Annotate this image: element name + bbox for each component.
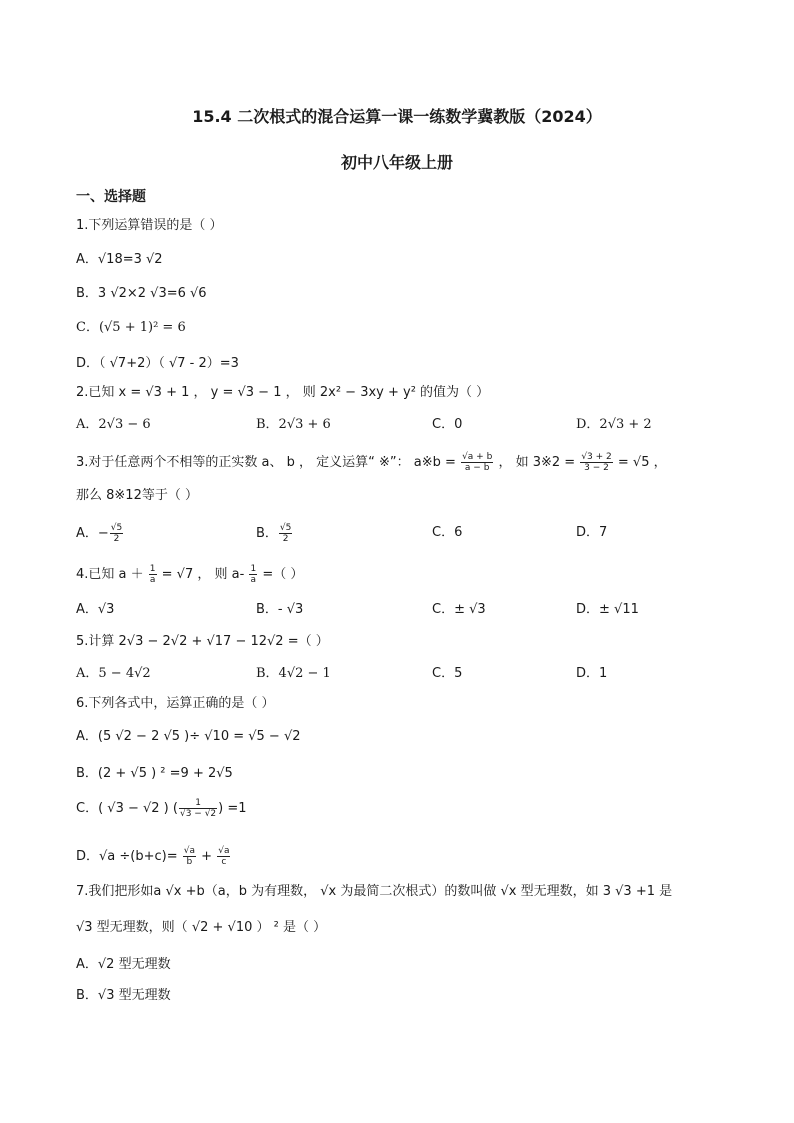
question-5-option-b: B．4√2 − 1 [256,666,331,681]
question-1-option-a: A．√18=3 √2 [76,252,163,267]
question-5-stem: 5.计算 2√3 − 2√2 + √17 − 12√2 =（ ） [76,634,329,649]
option-c-part-1: C．( √3 − √2 ) ( [76,801,178,816]
question-1-option-d: D．（ √7+2）（ √7 - 2）=3 [76,356,239,371]
question-3-stem [76,452,667,473]
question-4-option-c: C．± √3 [432,602,486,617]
document-title: 15.4 二次根式的混合运算一课一练数学冀教版（2024） [192,107,602,126]
question-3-definition-fraction [461,452,493,473]
fraction-denominator: √3 − √2 [179,809,217,819]
section-heading: 一、选择题 [76,189,146,205]
question-2-stem: 2.已知 x = √3 + 1 ， y = √3 − 1 ， 则 2x² − 3xy + y² 的值为（ ） [76,385,490,400]
fraction-denominator: b [186,857,193,867]
fraction-denominator: 3 − 2 [584,463,609,473]
fraction-numerator: 1 [149,564,156,574]
fraction-denominator: c [221,857,227,867]
question-3-stem-line-2: 那么 8※12等于（ ） [76,488,198,503]
question-5-option-d: D．1 [576,666,608,681]
option-fraction [110,523,123,544]
question-6-option-d [76,846,231,867]
question-7-option-b: B．√3 型无理数 [76,988,171,1003]
question-7-option-a: A．√2 型无理数 [76,957,171,972]
fraction-numerator: √a [218,846,230,856]
question-4-fraction-2 [249,564,257,585]
question-3-option-a [76,523,124,544]
question-2-option-c: C．0 [432,417,463,432]
question-2-option-d: D．2√3 + 2 [576,417,652,432]
question-6-option-b: B．(2 + √5 ) ² =9 + 2√5 [76,766,233,781]
question-4-fraction-1 [149,564,157,585]
question-3-option-c: C．6 [432,525,463,540]
option-d-fraction-2 [217,846,230,867]
option-label: A．− [76,526,109,541]
fraction-numerator: √3 + 2 [581,452,612,462]
question-2-option-a: A．2√3 − 6 [76,417,151,432]
fraction-denominator: a [250,575,257,585]
question-1-option-b: B．3 √2×2 √3=6 √6 [76,286,207,301]
fraction-numerator: √a [183,846,196,856]
document-subtitle: 初中八年级上册 [340,153,453,172]
question-5-option-a: A．5 − 4√2 [76,666,151,681]
question-3-example-fraction [580,452,612,473]
question-3-stem-part-2: ， 如 3※2 = [498,455,576,470]
question-6-option-c [76,798,247,819]
question-3-option-b [256,523,293,544]
question-3-stem-part-1: 3.对于任意两个不相等的正实数 a、 b ， 定义运算“ ※”： a※b = [76,455,456,470]
question-3-stem-part-3: = √5 ， [617,455,667,470]
question-4-stem-part-3: =（ ） [262,567,304,582]
option-d-fraction-1 [183,846,196,867]
fraction-numerator: 1 [179,798,217,809]
fraction-numerator: √a + b [462,452,493,462]
question-6-stem: 6.下列各式中，运算正确的是（ ） [76,696,275,711]
fraction-denominator: a [149,575,156,585]
question-7-stem: 7.我们把形如a √x +b（a，b 为有理数， √x 为最简二次根式）的数叫做 √x 型无理数，如 3 √3 +1 是 [76,884,673,899]
question-4-option-a: A．√3 [76,602,115,617]
question-4-stem-part-1: 4.已知 a ＋ [76,567,144,582]
question-4-stem-part-2: = √7 ， 则 a- [161,567,245,582]
option-c-part-2: ) =1 [218,801,247,816]
fraction-numerator: √5 [110,523,123,533]
question-4-option-d: D．± √11 [576,602,639,617]
fraction-denominator: a − b [464,463,490,473]
option-fraction [279,523,292,544]
question-4-option-b: B．- √3 [256,602,304,617]
option-d-part-1: D．√a ÷(b+c)= [76,849,178,864]
fraction-denominator: 2 [282,534,289,544]
question-1-stem: 1.下列运算错误的是（ ） [76,218,223,233]
question-3-option-d: D．7 [576,525,608,540]
option-label: B． [256,526,278,541]
question-2-option-b: B．2√3 + 6 [256,417,331,432]
question-4-stem [76,564,303,585]
option-c-fraction [179,798,217,819]
question-7-stem-line-2: √3 型无理数，则（ √2 + √10 ） ² 是（ ） [76,920,327,935]
question-1-option-c: C．(√5 + 1)² = 6 [76,320,186,335]
fraction-numerator: 1 [250,564,257,574]
question-5-option-c: C．5 [432,666,463,681]
option-d-part-2: + [201,849,213,864]
question-6-option-a: A．(5 √2 − 2 √5 )÷ √10 = √5 − √2 [76,729,301,744]
fraction-denominator: 2 [113,534,120,544]
fraction-numerator: √5 [279,523,292,533]
